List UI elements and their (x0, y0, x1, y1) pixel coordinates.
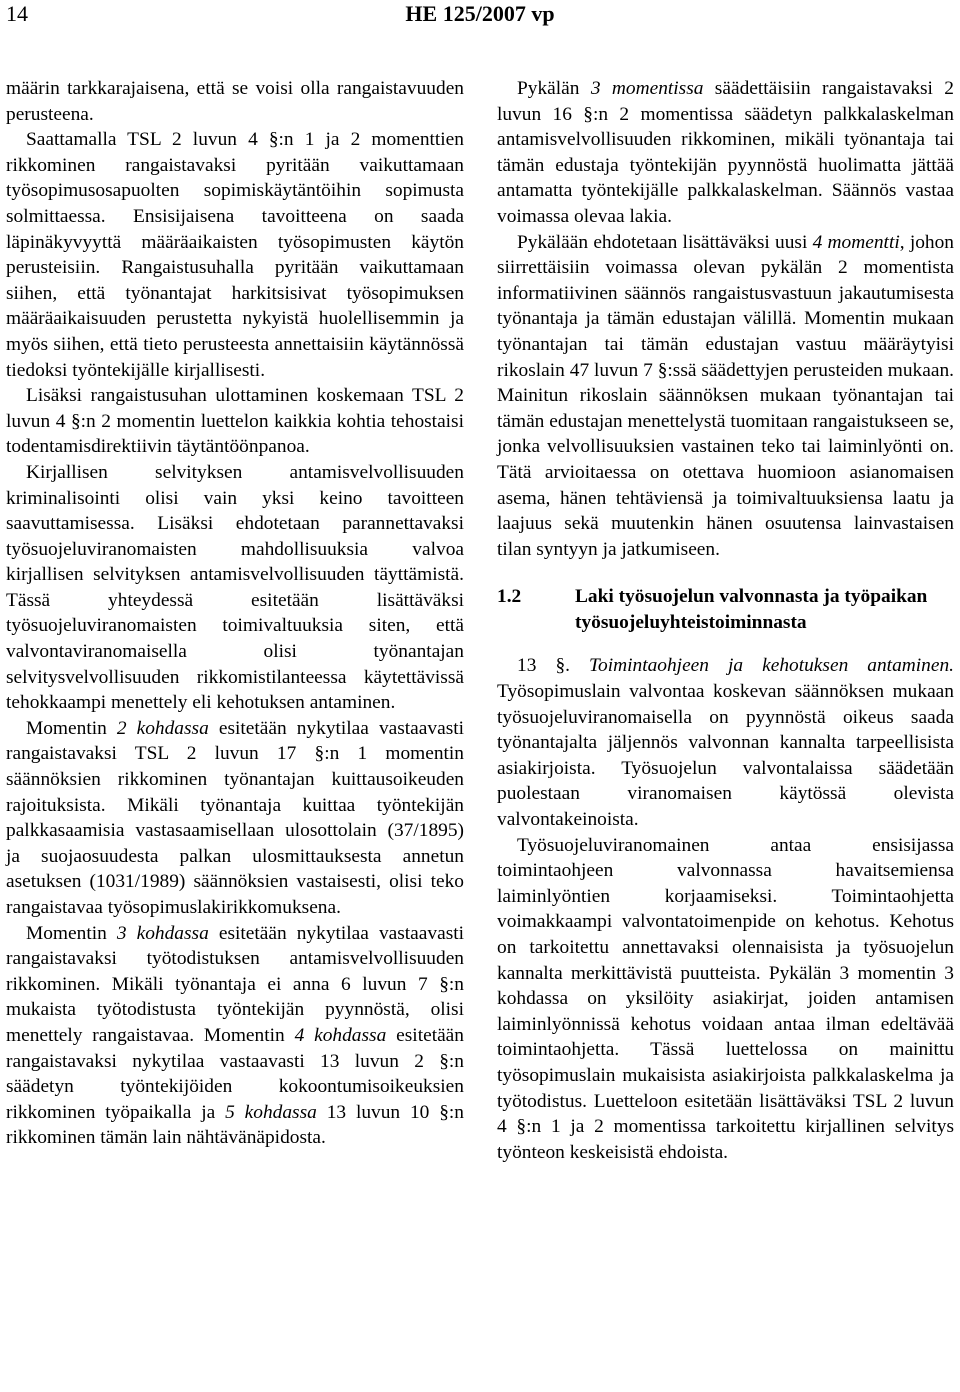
section-title: Laki työsuojelun valvonnasta ja työpaikan työsuojeluyhteistoiminnasta (575, 586, 928, 633)
page-number: 14 (6, 1, 28, 26)
emphasis: 5 kohdassa (225, 1101, 317, 1123)
emphasis: 3 momentissa (590, 78, 704, 99)
paragraph: määrin tarkkarajaisena, että se voisi olla rangaistavuuden perusteena. (6, 78, 464, 125)
page-header (0, 0, 960, 40)
paragraph: Lisäksi rangaistusuhan ulottaminen koskemaan TSL 2 luvun 4 §:n 2 momentin luettelon kaikkia kohtia tehostaisi todentamisdirektiivin täytäntöönpanoa. (6, 385, 464, 458)
section-13-paragraph (497, 653, 954, 832)
paragraph-text: säädettäisiin rangaistavaksi 2 luvun 16 §:n 2 momentissa säädetyn palkkalaskelman antamisvelvollisuuden rikkominen, mikäli työnantaja tai tämän edustaja työntekijän pyynnöstä huolimatta jättää antamatta työntekijälle palkkalaskelman. Säännös vastaa voimassa olevaa lakia. (497, 78, 954, 227)
paragraph-text: Pykälään ehdotetaan lisättäväksi uusi (517, 231, 813, 253)
paragraph (6, 716, 464, 921)
emphasis: 2 kohdassa (116, 717, 209, 739)
right-column (497, 76, 954, 1165)
paragraph-text: Pykälän (517, 78, 591, 99)
paragraph (6, 921, 464, 1151)
paragraph-text: Momentin (26, 717, 117, 739)
emphasis: 3 kohdassa (116, 922, 209, 944)
paragraph: Työsuojeluviranomainen antaa ensisijassa toimintaohjeen valvonnassa havaitsemiensa laiminlyöntien korjaamiseksi. Toimintaohjetta voimakkaampi valvontatoimenpide on kehotus. Kehotus on tarkoitettu annettavaksi olennaisista ja työsuojelun kannalta merkittävistä puutteista. Pykälän 3 momentin 3 kohdassa on yksilöity asiakirjat, joiden antamisen laiminlyönnissä kehotus voidaan antaa ilman edeltävää toimintaohjetta. Tässä luettelossa on mainittu työsopimuslain mukaisista asiakirjoista palkkalaskelma ja työtodistus. Luetteloon esitetään lisättäväksi TSL 2 luvun 4 §:n 1 ja 2 momentissa tarkoitettu kirjallinen selvitys työnteon keskeisistä ehdoista. (497, 834, 954, 1163)
emphasis: 4 momentti (812, 231, 900, 253)
paragraph-text: esitetään rangaistavaksi nykytilaa vastaavasti 13 luvun 2 §:n säädetyn työntekijöiden kokoontumisoikeuksien rikkominen työpaikalla ja (6, 1024, 464, 1123)
section-symbol: §. (555, 655, 570, 677)
document-id: HE 125/2007 vp (405, 1, 555, 26)
paragraph (497, 230, 954, 563)
paragraph-number: 13 (517, 655, 537, 677)
paragraph (497, 76, 954, 230)
paragraph-text: Momentin (26, 922, 117, 944)
paragraph: Kirjallisen selvityksen antamisvelvollisuuden kriminalisointi olisi vain yksi keino tavoitteen saavuttamisessa. Lisäksi ehdotetaan parannettavaksi työsuojeluviranomaisten mahdollisuuksia valvoa kirjallisen selvityksen antamisvelvollisuuden täyttämistä. Tässä yhteydessä esitetään lisättäväksi työsuojeluviranomaisten toimivaltuuksia siten, että valvontaviranomaisella olisi työnantajan selvitysvelvollisuuden rikkomistilanteessa käytettävissä tehokkaampi menettely eli kehotuksen antaminen. (6, 461, 464, 714)
paragraph-text: 13 luvun 10 §:n rikkominen tämän lain nähtävänäpidosta. (6, 1101, 464, 1149)
paragraph-text: Työsopimuslain valvontaa koskevan säännöksen mukaan työsuojeluviranomaisella on pyynnöstä oikeus saada työnantajalta jäljennös valvonnan kannalta tarpeellisista asiakirjoista. Työsuojelun valvontalaissa säädetään puolestaan viranomaisen käytössä olevista valvontakeinoista. (497, 681, 954, 831)
section-13-title: Toimintaohjeen ja kehotuksen antaminen. (589, 655, 955, 677)
emphasis: 4 kohdassa (294, 1024, 387, 1046)
section-heading (497, 584, 954, 635)
left-column (6, 76, 464, 1151)
paragraph-text: esitetään nykytilaa vastaavasti rangaistavaksi työtodistuksen antamisvelvollisuuden rikkominen. Mikäli työnantaja ei anna 6 luvun 7 §:n mukaista työtodistusta työntekijän pyynnöstä, olisi menettely rangaistavaa. Momentin (6, 922, 465, 1046)
paragraph-text: , johon siirrettäisiin voimassa olevan pykälän 2 momentista informatiivinen säännös rangaistusvastuun jakautumisesta työnantaja ja tämän edustajan välillä. Momentin mukaan työnantajan tai tämän edustajan vastuu määräytyisi rikoslain 47 luvun 7 §:ssä säädettyjen perusteiden mukaan. Mainitun rikoslain säännöksen mukaan työnantajan tai tämän edustajan menettelystä tuomitaan rangaistukseen se, jonka velvollisuuksien vastainen teko tai laiminlyönti on. Tätä arvioitaessa on otettava huomioon asianomaisen asema, hänen tehtäviensä ja toimivaltuuksiensa laatu ja laajuus sekä muutenkin hänen osuutensa lainvastaisen tilan syntyyn ja jatkumiseen. (497, 231, 954, 560)
paragraph-text: esitetään nykytilaa vastaavasti rangaistavaksi TSL 2 luvun 17 §:n 1 momentin säännöksien rikkominen työnantajan kuittausoikeuden rajoituksista. Mikäli työnantaja kuittaa työntekijän palkkasaamisia vastasaamisellaan ulosottolain (37/1895) ja suojaosuudesta palkan ulosmittauksesta annetun asetuksen (1031/1989) säännöksien vastaisesti, olisi teko rangaistavaa työsopimuslakirikkomuksena. (6, 717, 465, 918)
section-number: 1.2 (497, 586, 522, 608)
paragraph: Saattamalla TSL 2 luvun 4 §:n 1 ja 2 momenttien rikkominen rangaistavaksi pyritään vaikuttamaan työsopimusosapuolten sopimiskäytäntöihin sopimusta solmittaessa. Ensisijaisena tavoitteena on saada läpinäkyvyyttä määräaikaisten työsopimusten käytön perusteisiin. Rangaistusuhalla pyritään vaikuttamaan siihen, että työnantajat harkitsisivat työsopimuksen määräaikaisuuden perustetta nykyistä huolellisemmin ja myös siihen, että tieto perusteesta annettaisiin käytännössä tiedoksi työntekijälle kirjallisesti. (6, 129, 464, 381)
